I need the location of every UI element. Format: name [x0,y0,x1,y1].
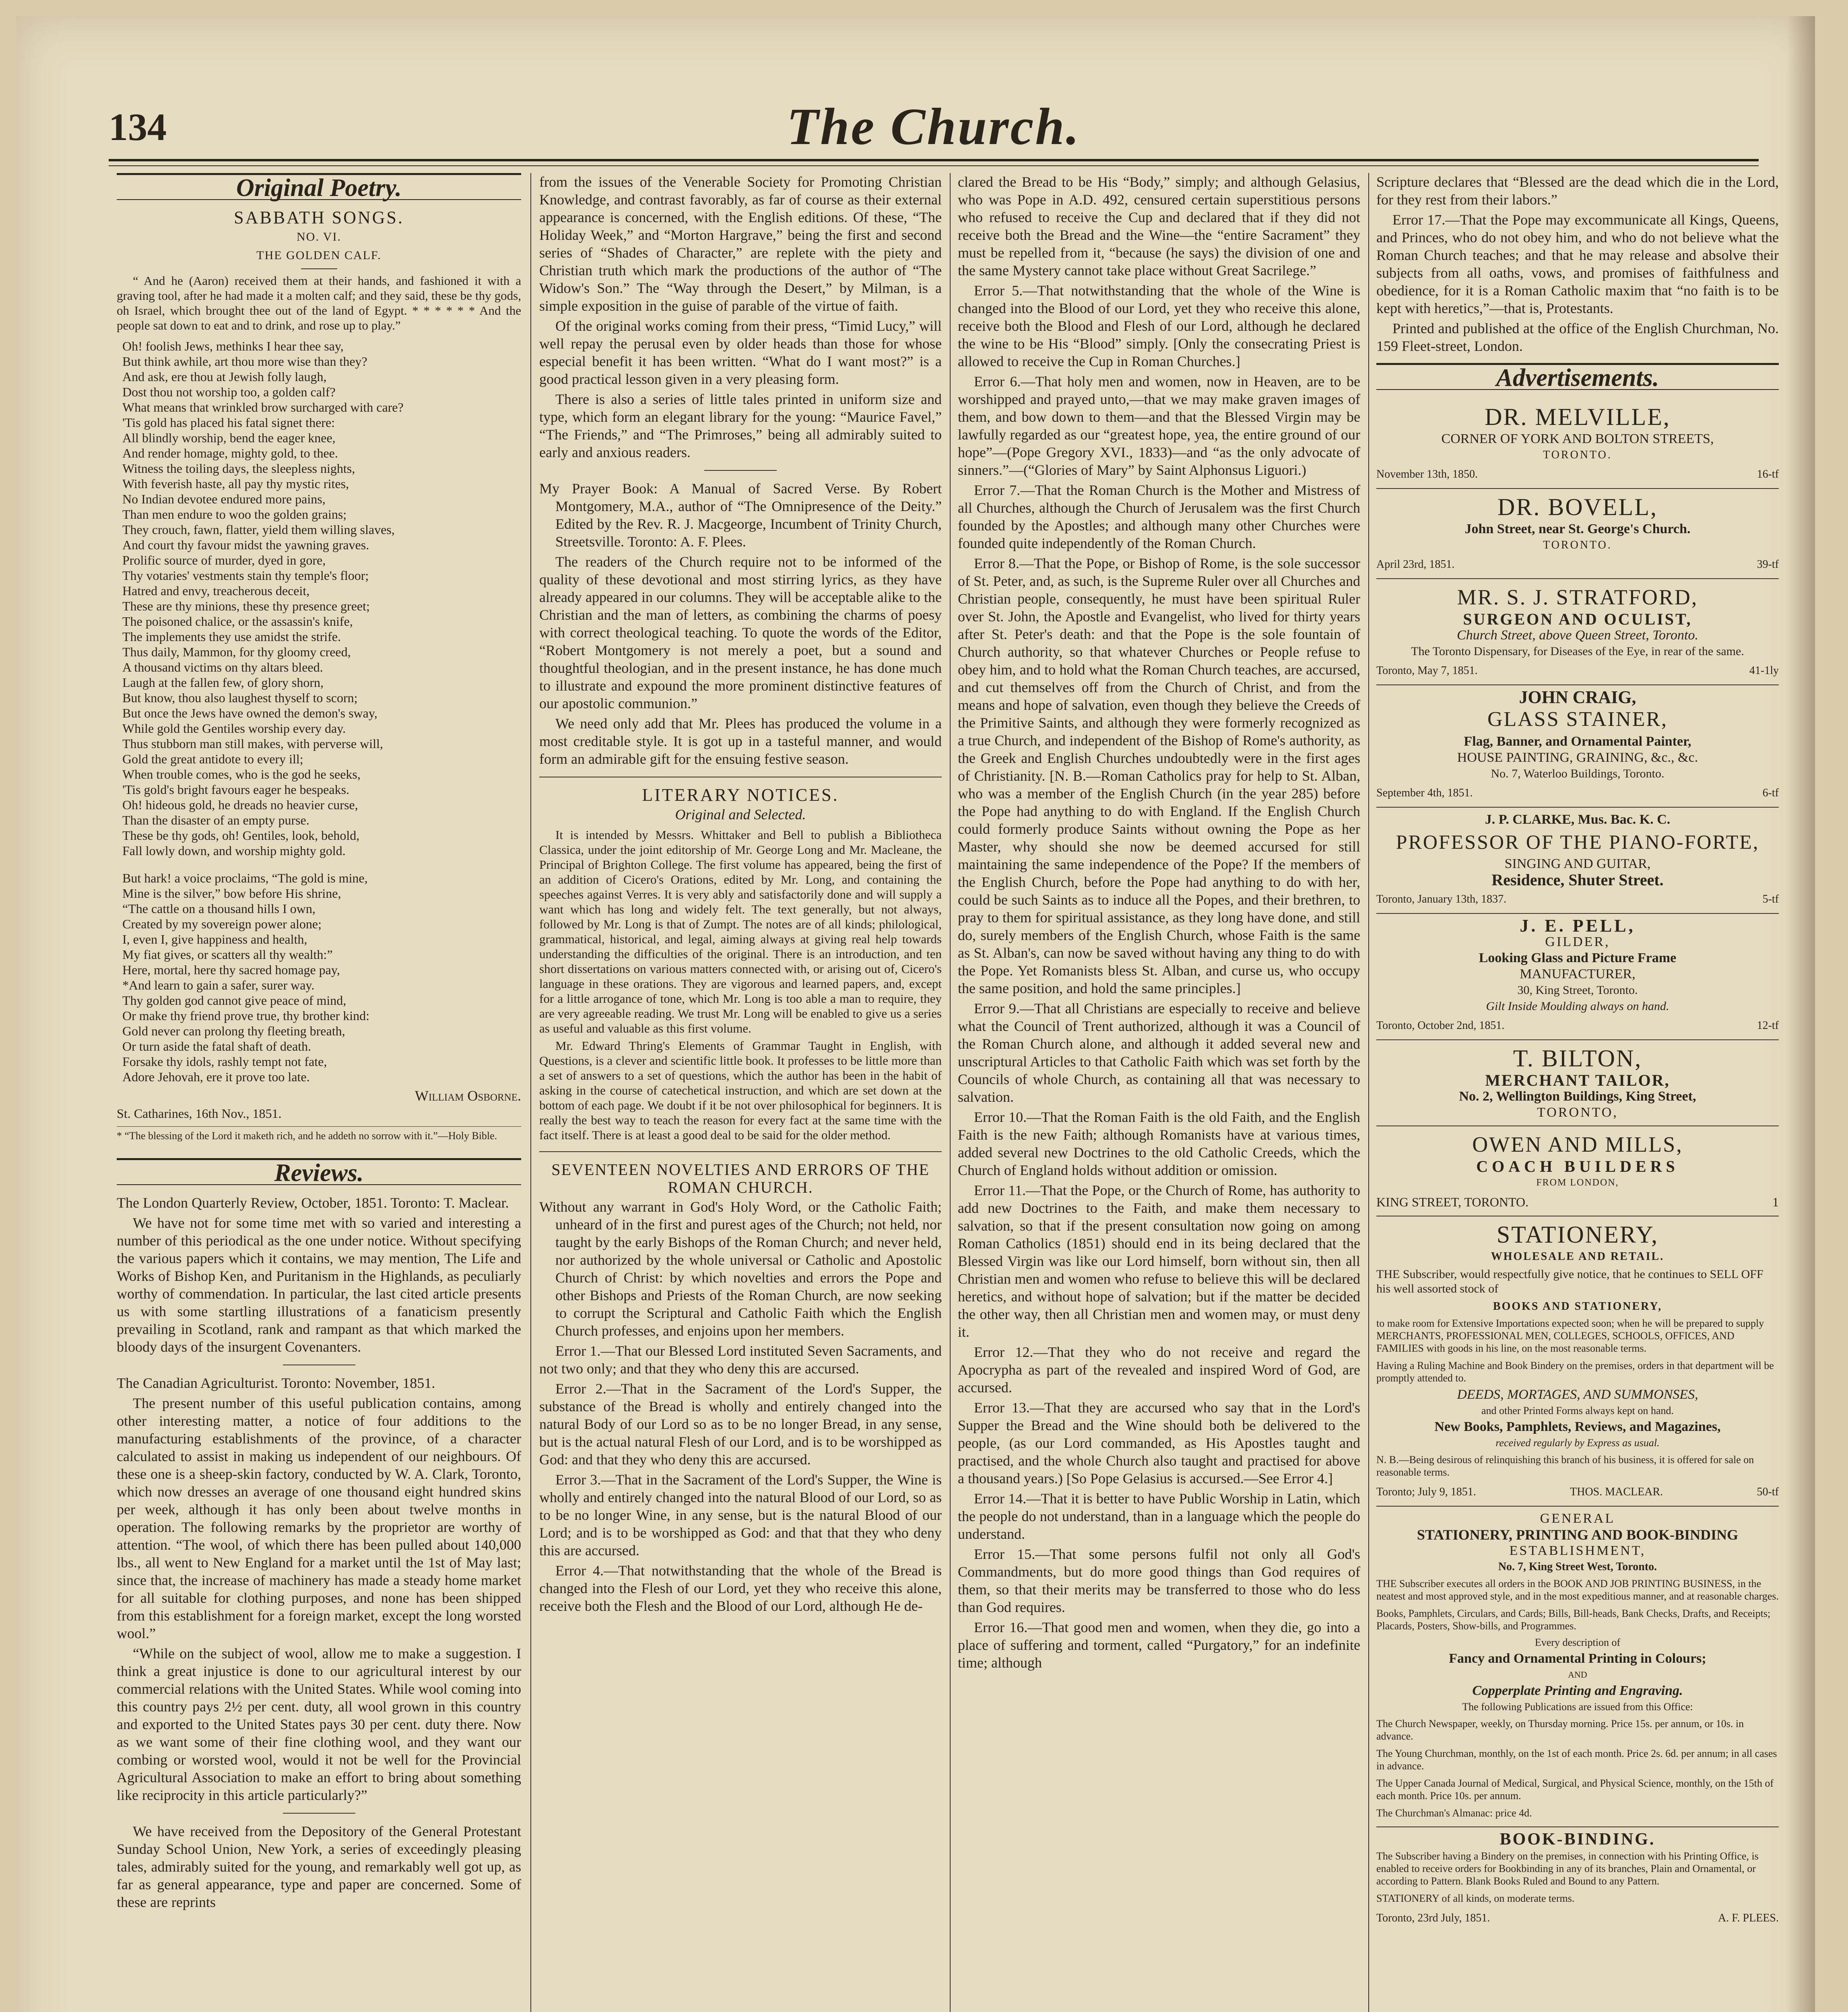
error-item: Error 13.—That they are accursed who say that in the Lord's Supper the Bread and the Wine should both be delivered to the people, (as our Lord commanded, as His Apostles taught and practised, and the whole Church also taught and practised for above a thousand years.) [So Pope Gelasius is accursed.—See Error 4.] [958,1400,1360,1486]
ad-melville [1376,399,1779,489]
ad-text: Every description of [1534,1637,1621,1648]
ad-line: SINGING AND GUITAR, [1504,856,1651,871]
column-3 [958,173,1360,2012]
errors-continued: Scripture declares that “Blessed are the dead which die in the Lord, for they rest from their labors.” [1376,174,1779,208]
ad-city: TORONTO. [1543,449,1612,461]
ad-address: 30, King Street, Toronto. [1517,983,1638,997]
ad-code: 39-tf [1757,558,1779,571]
error-item: Error 1.—That our Blessed Lord instituted Seven Sacraments, and not two only; and that they who deny this are accursed. [539,1343,942,1377]
ad-text: DEEDS, MORTAGES, AND SUMMONSES, [1457,1387,1698,1402]
ad-text: and other Printed Forms always kept on hand. [1481,1405,1674,1416]
poem-line: Dost thou not worship too, a golden calf? [122,385,336,399]
ad-note: The Toronto Dispensary, for Diseases of the Eye, in rear of the same. [1411,645,1744,658]
divider [704,470,777,471]
ad-clarke [1376,808,1779,914]
divider [283,1813,355,1814]
column-rule [950,173,951,2012]
ad-subtitle: WHOLESALE AND RETAIL. [1491,1250,1664,1263]
poem-title: THE GOLDEN CALF. [256,249,382,262]
poem-series-title: SABBATH SONGS. [234,208,404,227]
poem-line: But once the Jews have owned the demon's sway, [122,706,377,720]
ad-signature: A. F. PLEES. [1718,1912,1779,1924]
divider [301,268,337,269]
poem-line: Or turn aside the fatal shaft of death. [122,1039,311,1053]
poem-line: And ask, ere thou at Jewish folly laugh, [122,369,327,384]
poem-line: These be thy gods, oh! Gentiles, look, behold, [122,828,360,843]
ad-address: No. 7, King Street West, Toronto. [1498,1561,1657,1573]
poem-line: But think awhile, art thou more wise than they? [122,354,367,369]
poem-line: All blindly worship, bend the eager knee, [122,431,336,445]
ad-name: T. BILTON, [1513,1045,1642,1072]
ad-title: GILDER, [1545,934,1610,949]
review-body: We have not for some time met with so varied and interesting a number of this periodical as the one under notice. Without specifying the various papers which it contains, we may mention, The Life and Works of Bishop Ken, and Puritanism in the Highlands, as peculiarly worthy of commendation. In particular, the last cited article presents us with some startling illustrations of a fanaticism presently prevailing in Scotland, rank and rampant as that which marked the bloody days of the insurgent Covenanters. [117,1215,521,1355]
publications-list [1376,1715,1779,1822]
review-body: from the issues of the Venerable Society for Promoting Christian Knowledge, and contrast favorably, as far of course as their external appearance is concerned, with the English editions. Of these, “The Holiday Week,” and “Morton Hargrave,” being the first and second series of “Shades of Character,” are replete with the piety and Christian truth which mark the productions of the author of “The Widow's Son.” The “Way through the Desert,” by Milman, is a simple exposition in the guise of parable of the virtue of faith. [539,174,942,314]
literary-notices-title: LITERARY NOTICES. [642,785,839,805]
poem-line: But know, thou also laughest thyself to scorn; [122,691,358,705]
ad-text: Having a Ruling Machine and Book Bindery on the premises, orders in that department will be promptly attended to. [1376,1360,1774,1384]
poem-line: *And learn to gain a safer, surer way. [122,978,315,992]
ad-title: ESTABLISHMENT, [1509,1543,1646,1558]
errors-intro: Without any warrant in God's Holy Word, or the Catholic Faith; unheard of in the first and purest ages of the Church; not held, nor taught by the early Bishops of the Roman Church; and never held, nor authorized by the whole universal or Catholic and Apostolic Church of Christ: by which novelties and errors the Pope and other Bishops and Priests of the Roman Church, are now seeking to corrupt the Scriptural and Catholic Faith which the English Church professes, and enjoins upon her members. [539,1199,942,1339]
publication-item: The Churchman's Almanac: price 4d. [1376,1807,1532,1819]
error-item: Error 14.—That it is better to have Public Worship in Latin, which the people do not understand, than in a language which the people do understand. [958,1490,1360,1542]
ad-name: J. P. CLARKE, Mus. Bac. K. C. [1485,812,1671,827]
errors-continued: clared the Bread to be His “Body,” simply; and although Gelasius, who was Pope in A.D. 492, censured certain superstitious persons who refused to receive the Cup and declared that if they did not receive both the Bread and the Wine—the “entire Sacrament” they must be repelled from it, “because (he says) the division of one and the same Mystery cannot take place without Great Sacrilege.” [958,174,1360,278]
ad-text: Fancy and Ornamental Printing in Colours; [1449,1651,1706,1666]
poem-line: No Indian devotee endured more pains, [122,492,326,506]
review-heading: My Prayer Book: A Manual of Sacred Verse. By Robert Montgomery, M.A., author of “The Omnipresence of the Deity.” Edited by the Rev. R. J. Macgeorge, Incumbent of Trinity Church, Streetsville. Toronto: A. F. Plees. [539,480,942,550]
poem-line: Forsake thy idols, rashly tempt not fate, [122,1054,327,1069]
ad-title: STATIONERY, PRINTING AND BOOK-BINDING [1417,1527,1739,1543]
poem-line: Here, mortal, here thy sacred homage pay, [122,963,340,977]
ad-code: 50-tf [1757,1486,1779,1498]
poem-line: Adore Jehovah, ere it prove too late. [122,1070,310,1084]
publication-item: The Young Churchman, monthly, on the 1st of each month. Price 2s. 6d. per annum; in all cases in advance. [1376,1748,1777,1772]
error-item: Error 4.—That notwithstanding that the whole of the Bread is changed into the Flesh of our Lord, yet they who receive this alone, receive both the Flesh and the Blood of our Lord, although He de- [539,1563,942,1614]
ad-code: 12-tf [1757,1019,1779,1032]
error-item: Error 12.—That they who do not receive and regard the Apocrypha as part of the revealed and inspired Word of God, are accursed. [958,1344,1360,1396]
ad-title: PROFESSOR OF THE PIANO-FORTE, [1396,831,1759,853]
ad-text: AND [1568,1670,1587,1680]
masthead-rule [109,159,1759,166]
poem-line: With feverish haste, all pay thy mystic rites, [122,476,349,491]
ad-address: John Street, near St. George's Church. [1464,522,1691,536]
errors-list-part-2 [958,282,1360,1672]
ad-date: Toronto, January 13th, 1837. [1376,893,1507,905]
review-body: There is also a series of little tales printed in uniform size and type, which form an elegant library for the young: “Maurice Favel,” “The Friends,” and “The Primroses,” being all admirably suited to early and anxious readers. [539,391,942,460]
ad-date: Toronto, May 7, 1851. [1376,664,1478,677]
poem-line: “The cattle on a thousand hills I own, [122,901,316,916]
ad-code: 16-tf [1757,468,1779,480]
ad-name: JOHN CRAIG, [1519,687,1636,707]
ad-title: GENERAL [1540,1511,1615,1526]
poem-line: While gold the Gentiles worship every day. [122,721,346,736]
ad-address: No. 7, Waterloo Buildings, Toronto. [1491,767,1664,780]
ad-pell [1376,914,1779,1040]
poem-line: 'Tis gold has placed his fatal signet there: [122,415,335,430]
ad-book-binding [1376,1827,1779,1932]
publication-item: The Upper Canada Journal of Medical, Surgical, and Physical Science, monthly, on the 15th of each month. Price 10s. per annum. [1376,1777,1774,1802]
poem-line: 'Tis gold's bright favours eager he bespeaks. [122,782,350,797]
poem-line: I, even I, give happiness and health, [122,932,307,946]
page-number: 134 [109,105,167,148]
poem-line: Prolific source of murder, dyed in gore, [122,553,326,567]
errors-title: SEVENTEEN NOVELTIES AND ERRORS OF THE ROMAN CHURCH. [551,1161,930,1196]
ad-date: Toronto; July 9, 1851. [1376,1486,1476,1498]
ad-line: Residence, Shuter Street. [1491,871,1664,889]
poem-line: These are thy minions, these thy presence greet; [122,599,370,613]
error-item: Error 6.—That holy men and women, now in Heaven, are to be worshipped and prayed unto,—that we may make graven images of them, and bow down to them—and that the Blessed Virgin may be lawfully regarded as our “greatest hope, yea, the entire ground of our hope”—(Pope Gregory XVI., 1833)—and “as the only advocate of sinners.”—(“Glories of Mary” by Saint Alphonsus Liguori.) [958,373,1360,478]
error-item: Error 8.—That the Pope, or Bishop of Rome, is the sole successor of St. Peter, and, as such, is the Supreme Ruler over all Churches and Christian people, consequently, he must have been spiritual Ruler over St. John, the Apostle and Evangelist, who lived for thirty years after St. Peter's death: and that the Pope is the sole fountain of Church authority, so that whatever Churches or People refuse to obey him, and to hold what the Roman Church teaches, are accursed, and cut themselves off from the Church of Christ, and from the means and hope of salvation, even though they believe the Creeds of the Primitive Saints, and although they were formerly recognized as a true Church, and independent of the Bishop of Rome's authority, as the Greek and English Churches undoubtedly were in the first ages of Christianity. [N. B.—Roman Catholics pray for help to St. Alban, who was a member of the English Church (in the year 285) before the Pope had anything to do with England. If the English Church could formerly produce Saints without owning the Pope as her Master, why should she now be deemed accursed for still maintaining the same independence of the Pope? If the members of the English Church, before the Pope had anything to do with her, could be such Saints as to induce all the Popes, and their brethren, to pray to them for spiritual assistance, as they long have done, and still do, surely members of the English Church, whose Faith is the same as St. Alban's, can now be saved without having any thing to do with the Pope. Yet Romanists bless St. Alban, and curse us, who occupy the same position, and hold the same principles.] [958,555,1360,996]
ad-name: DR. BOVELL, [1497,494,1658,520]
ad-bilton [1376,1040,1779,1126]
ad-text: The following Publications are issued from this Office: [1462,1701,1693,1713]
ad-title: SURGEON AND OCULIST, [1463,610,1692,628]
ad-text: THE Subscriber executes all orders in the BOOK AND JOB PRINTING BUSINESS, in the neatest and most approved style, and in the most expeditious manner, and at reasonable charges. [1376,1578,1779,1602]
review-heading: The Canadian Agriculturist. Toronto: November, 1851. [117,1375,435,1391]
review-body: The readers of the Church require not to be informed of the quality of these devotional and most stirring lyrics, as they have already appeared in our columns. They will be acceptable alike to the Christian and the man of letters, as combining the charms of poesy with correct theological teaching. To quote the words of the Editor, “Robert Montgomery is not merely a poet, but a sound and thoughtful theologian, and in the present instance, he has done much to illustrate and expound the more prominent distinctive features of our apostolic communion.” [539,554,942,711]
ad-text: New Books, Pamphlets, Reviews, and Magazines, [1434,1419,1721,1434]
poem-line: They crouch, fawn, flatter, yield them willing slaves, [122,522,395,537]
review-heading: The London Quarterly Review, October, 1851. Toronto: T. Maclear. [117,1195,509,1211]
poem-line: The poisoned chalice, or the assassin's knife, [122,614,353,629]
poem-footnote: * “The blessing of the Lord it maketh rich, and he addeth no sorrow with it.”—Holy Bible. [117,1126,521,1142]
error-item: Error 9.—That all Christians are especially to receive and believe what the Council of Trent authorized, although it was a Council of the Roman Church alone, and although it added several new and unscriptural Articles to that Catholic Faith which was set forth by the Councils of whole Church, as containing all that was necessary to salvation. [958,1000,1360,1105]
ad-line: Looking Glass and Picture Frame [1479,950,1677,965]
literary-notices-subtitle: Original and Selected. [675,806,806,823]
poem-line: Hatred and envy, treacherous deceit, [122,583,310,598]
poem-line: Gold never can prolong thy fleeting breath, [122,1024,345,1038]
poem-epigraph: “ And he (Aaron) received them at their hands, and fashioned it with a graving tool, after he had made it a molten calf; and they said, these be thy gods, oh Israel, which brought thee out of the land of Egypt. * * * * * * And the people sat down to eat and to drink, and rose up to play.” [117,274,521,332]
poem-line: Than men endure to woo the golden grains; [122,507,347,522]
literary-notice: Mr. Edward Thring's Elements of Grammar Taught in English, with Questions, is a clever and scientific little book. It professes to be little more than a set of answers to a set of questions, which the author has been in the habit of asking in the course of catechetical instruction, and which are set down at the bottom of each page. We doubt if it be not over philosophical for beginners. It is really the best way to teach the reason for every fact at the same time with the fact itself. There is at least a good deal to be said for the older method. [539,1039,942,1142]
ad-date: November 13th, 1850. [1376,468,1478,480]
poem-line: When trouble comes, who is the god he seeks, [122,767,361,781]
ad-code: 6-tf [1762,787,1779,799]
ad-line: Flag, Banner, and Ornamental Painter, [1464,734,1691,749]
masthead [109,97,1759,161]
ad-general-stationery [1376,1507,1779,1827]
poem-line: Thus daily, Mammon, for thy gloomy creed, [122,645,351,659]
ad-stationery [1376,1216,1779,1507]
poem-line: Oh! foolish Jews, methinks I hear thee say, [122,339,344,353]
ad-date: Toronto, October 2nd, 1851. [1376,1019,1505,1032]
error-item: Error 15.—That some persons fulfil not only all God's Commandments, but do more good things than God requires of them, so that their merits may be transferred to those who do less than God requires. [958,1546,1360,1615]
poem-line: And court thy favour midst the yawning graves. [122,538,369,552]
ad-craig [1376,685,1779,808]
poem-number: NO. VI. [297,230,341,243]
ad-stratford [1376,579,1779,685]
poem-line: Thy golden god cannot give peace of mind, [122,993,346,1008]
error-item: Error 17.—That the Pope may excommunicate all Kings, Queens, and Princes, who do not obey him, and who do not believe what the Roman Church teaches; and that he may release and absolve their subjects from all oaths, vows, and promises of faithfulness and obedience, for it is a Roman Catholic maxim that “no faith is to be kept with heretics,”—that is, Protestants. [1376,212,1779,316]
poem-line: Or make thy friend prove true, thy brother kind: [122,1008,370,1023]
poem-line: Oh! hideous gold, he dreads no heavier curse, [122,798,358,812]
poem-line: Fall lowly down, and worship mighty gold. [122,843,346,858]
error-item: Error 7.—That the Roman Church is the Mother and Mistress of all Churches, although the Church of Jerusalem was the first Church founded by the Apostles; and although many other Churches were founded quite independently of the Roman Church. [958,482,1360,551]
newspaper-title: The Church. [786,98,1081,156]
poem-line: Thus stubborn man still makes, with perverse will, [122,736,383,751]
review-body: We need only add that Mr. Plees has produced the volume in a most creditable style. It is got up in a tasteful manner, and would form an admirable gift for the ensuing festive season. [539,715,942,767]
ad-title: STATIONERY, [1496,1221,1659,1248]
poem-line: But hark! a voice proclaims, “The gold is mine, [122,871,368,885]
poem-stanza-1 [122,338,521,858]
poem-line: Laugh at the fallen few, of glory shorn, [122,675,324,690]
ad-text: N. B.—Being desirous of relinquishing this branch of his business, it is offered for sale on reasonable terms. [1376,1454,1754,1478]
poem-line: Than the disaster of an empty purse. [122,813,309,827]
ad-name: OWEN AND MILLS, [1472,1132,1683,1156]
ad-text: The Subscriber having a Bindery on the premises, in connection with his Printing Office, is enabled to receive orders for Bookbinding in any of its branches, Plain and Ornamental, or according to Pattern. Blank Books Ruled and Bound to any Pattern. [1376,1850,1759,1887]
column-rule [1368,173,1369,2012]
ad-bovell [1376,489,1779,579]
section-heading-advertisements: Advertisements. [1376,363,1779,390]
ad-name: MR. S. J. STRATFORD, [1457,585,1698,609]
error-item: Error 10.—That the Roman Faith is the old Faith, and the English Faith is the new Faith; although Romanists have at various times, added several new Doctrines to the old Catholic Creeds, which the Church of England holds without addition or omission. [958,1109,1360,1178]
ad-address: No. 2, Wellington Buildings, King Street, [1459,1089,1696,1104]
ad-text: Books, Pamphlets, Circulars, and Cards; Bills, Bill-heads, Bank Checks, Drafts, and Receipts; Placards, Posters, Show-bills, and Programmes. [1376,1608,1771,1632]
ad-name: J. E. PELL, [1520,916,1636,936]
poem-line: And render homage, mighty gold, to thee. [122,446,338,460]
poem-line: My fiat gives, or scatters all thy wealth:” [122,947,333,962]
ad-date: Toronto, 23rd July, 1851. [1376,1912,1490,1924]
poem-line: Mine is the silver,” bow before His shrine, [122,886,341,901]
column-rule [530,173,531,2012]
ad-city: TORONTO. [1543,539,1612,551]
poem-line: Thy votaries' vestments stain thy temple's floor; [122,568,369,583]
error-item: Error 5.—That notwithstanding that the whole of the Wine is changed into the Blood of our Lord, yet they who receive this alone, receive both the Blood and Flesh of our Lord, although he declared the wine to be His “Blood” simply. [Only the consecrating Priest is allowed to receive the Cup in Roman Churches.] [958,282,1360,369]
poem-line: A thousand victims on thy altars bleed. [122,660,323,674]
error-item: Error 3.—That in the Sacrament of the Lord's Supper, the Wine is wholly and entirely changed into the natural Blood of our Lord, so as to be no longer Wine, in any sense, but is the natural Blood of our Lord; and is to be worshipped as God: and that that they who deny this are accursed. [539,1472,942,1558]
literary-notice: It is intended by Messrs. Whittaker and Bell to publish a Bibliotheca Classica, under the joint editorship of Mr. George Long and Mr. Macleane, the Principal of Brighton College. The first volume has appeared, being the first of an addition of Cicero's Orations, edited by Mr. Long, and containing the speeches against Verres. It is very ably and satisfactorily done and will supply a want which has long and widely felt. The text generally, but not always, followed by Mr. Long is that of Zumpt. The notes are of all kinds; philological, grammatical, historical, and legal, aiming always at giving real help towards understanding the difficulties of the original. There is an introduction, and ten short dissertations on various matters connected with, or arising out of, Cicero's language in these orations. They are vigorous and learned papers, and, except for a little arrogance of tone, which Mr. Long is too able a man to require, they are very agreeable reading. We trust Mr. Long will be enabled to give us a series as useful and valuable as this first volume. [539,828,942,1035]
ad-line: HOUSE PAINTING, GRAINING, &c., &c. [1457,750,1698,765]
ad-date: April 23rd, 1851. [1376,558,1455,571]
ad-line: MANUFACTURER, [1520,967,1636,981]
ad-title: GLASS STAINER, [1487,708,1668,731]
ad-code: 41-1ly [1749,664,1779,677]
column-4 [1376,173,1779,2012]
error-item: Error 16.—That good men and women, when they die, go into a place of suffering and torment, called “Purgatory,” for an indefinite time; although [958,1619,1360,1671]
ad-date: September 4th, 1851. [1376,787,1473,799]
ad-address: CORNER OF YORK AND BOLTON STREETS, [1441,431,1714,446]
ad-address: Church Street, above Queen Street, Toronto. [1457,628,1698,643]
ad-signature: THOS. MACLEAR. [1570,1486,1663,1498]
poem-line: The implements they use amidst the strife. [122,629,341,644]
ad-title: COACH BUILDERS [1476,1157,1679,1175]
ad-name: DR. MELVILLE, [1485,404,1671,430]
review-body: “While on the subject of wool, allow me to make a suggestion. I think a great injustice is done to our agricultural interest by our commercial relations with the United States. While wool coming into this country pays 2½ per cent. duty, all wool grown in this country and exported to the United States pays 30 per cent. duty there. Now as we want some of their fine clothing wool, and they want our combing or worsted wool, would it not be well for the Provincial Agricultural Association to make an effort to bring about something like reciprocity in this article particularly?” [117,1645,521,1803]
poem-place-date: St. Catharines, 16th Nov., 1851. [117,1106,282,1121]
section-heading-poetry: Original Poetry. [117,173,521,200]
ad-owen-mills [1376,1126,1779,1216]
ad-code: 5-tf [1762,893,1779,905]
review-body: The present number of this useful publication contains, among other interesting matter, a notice of four additions to the manufacturing establishments of the province, of a character calculated to assist in making us independent of our neighbours. Of these one is a sheep-skin factory, conducted by W. A. Clark, Toronto, which now dresses an average of one thousand eight hundred skins per week, although it has only been about twelve months in operation. The following remarks by the proprietor are worthy of attention. “The wool, of which there has been pulled about 140,000 lbs., all went to New England for a market until the 1st of May last; since that, the increase of machinery has made a steady home market for all suitable for clothing purposes, and none has been shipped from this establishment for a foreign market, except the long worsted wool.” [117,1395,521,1641]
ad-title: MERCHANT TAILOR, [1485,1071,1670,1089]
ad-text: received regularly by Express as usual. [1495,1437,1660,1449]
error-item: Error 11.—That the Pope, or the Church of Rome, has authority to add new Doctrines to the Faith, and make them necessary to salvation, so that if the present consultation now going on among Roman Catholics (1851) should end in its being declared that the Blessed Virgin was like our Lord himself, born without sin, then all Christian men and women who refuse to believe this will be declared heretics, and without hope of salvation; but if the matter be decided the other way, then all Christian men and women may, or must deny it. [958,1182,1360,1340]
imprint: Printed and published at the office of the English Churchman, No. 159 Fleet-street, London. [1376,320,1779,354]
ad-text: BOOKS AND STATIONERY, [1493,1300,1662,1313]
ad-title: BOOK-BINDING. [1499,1830,1656,1849]
ad-address: KING STREET, TORONTO. [1376,1195,1529,1209]
ad-note: Gilt Inside Moulding always on hand. [1486,1000,1669,1013]
ad-line: FROM LONDON, [1536,1177,1619,1188]
poem-line: Created by my sovereign power alone; [122,917,322,931]
error-item: Error 2.—That in the Sacrament of the Lord's Supper, the substance of the Bread is wholly and entirely changed into the natural Body of our Lord so as to be no longer Bread, in any sense, but is the actual natural Flesh of our Lord, and is to be worshipped as God: and that they who deny this are accursed. [539,1381,942,1468]
section-heading-reviews: Reviews. [117,1158,521,1185]
ad-city: TORONTO, [1537,1105,1618,1120]
poem-line: Witness the toiling days, the sleepless nights, [122,461,355,476]
poem-line: Gold the great antidote to every ill; [122,752,303,766]
poem-signature: William Osborne. [415,1088,521,1104]
poem-line: What means that wrinkled brow surcharged with care? [122,400,404,414]
ad-code: 1 [1772,1195,1779,1209]
column-2 [539,173,942,2012]
ad-text: to make room for Extensive Importations expected soon; when he will be prepared to supply MERCHANTS, PROFESSIONAL MEN, COLLEGES, SCHOOLS, OFFICES, AND FAMILIES with goods in his line, on the most reasonable terms. [1376,1317,1764,1354]
divider [539,1151,942,1152]
publication-item: The Church Newspaper, weekly, on Thursday morning. Price 15s. per annum, or 10s. in advance. [1376,1718,1744,1742]
page-fold-shadow [1787,16,1815,2012]
poem-stanza-2 [122,870,521,1084]
ad-text: Copperplate Printing and Engraving. [1472,1683,1683,1698]
errors-list-part-1 [539,1342,942,1615]
review-body: We have received from the Depository of the General Protestant Sunday School Union, New York, a series of exceedingly pleasing tales, admirably suited for the young, and remarkably well got up, as far as general appearance, type and paper are concerned. Some of these are reprints [117,1823,521,1910]
ad-text: STATIONERY of all kinds, on moderate terms. [1376,1892,1575,1904]
column-1 [117,173,521,2012]
review-body: Of the original works coming from their press, “Timid Lucy,” will well repay the perusal even by older heads than those for whose especial benefit it has been written. “What do I want most?” is a good practical lesson given in a very pleasing form. [539,318,942,387]
ad-text: THE Subscriber, would respectfully give notice, that he continues to SELL OFF his well assorted stock of [1376,1268,1763,1295]
